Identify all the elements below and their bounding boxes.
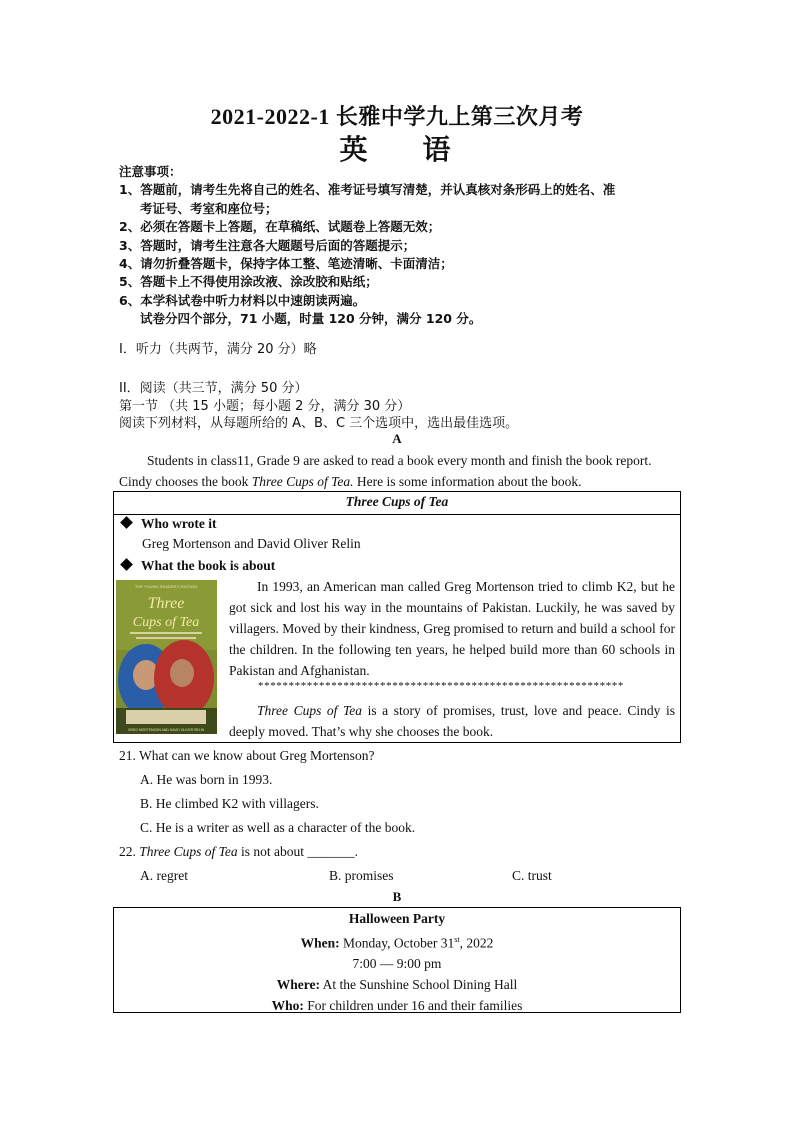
question-text: is not about _______.	[237, 844, 359, 859]
when-value: Monday, October 31	[339, 935, 455, 951]
ending-paragraph: is a story of promises, trust, love and peace. Cindy is deeply moved. That’s why she chooses the book.	[229, 703, 676, 739]
intro-text: Here is some information about the book.	[353, 474, 582, 489]
section-listening: I．听力（共两节，满分 20 分）略	[119, 342, 317, 357]
event-where	[114, 975, 680, 996]
passage-a-intro	[119, 450, 675, 492]
book-info-box	[113, 491, 681, 743]
story-text	[229, 576, 675, 681]
intro-text: Cindy chooses the book	[119, 474, 252, 489]
question-22-option-c: C. trust	[512, 868, 552, 883]
ending-text	[229, 700, 675, 742]
notes-heading: 注意事项：	[119, 164, 182, 179]
separator-stars: ************************************************************	[258, 680, 624, 692]
question-21-option-a: A. He was born in 1993.	[140, 772, 273, 787]
divider	[114, 514, 680, 515]
cover-title-1: Three	[147, 595, 185, 612]
about-heading	[122, 558, 275, 574]
authors-text: Greg Mortenson and David Oliver Relin	[142, 536, 361, 551]
exam-subject: 英 语	[339, 135, 455, 166]
diamond-bullet-icon	[120, 516, 133, 529]
cover-edition: THE YOUNG READER'S EDITION	[134, 584, 198, 589]
section-instruction: 阅读下列材料，从每题所给的 A、B、C 三个选项中，选出最佳选项。	[119, 416, 519, 431]
question-21-option-c: C. He is a writer as well as a character of the book.	[140, 820, 416, 835]
who-wrote-heading	[122, 516, 217, 532]
heading-text: What the book is about	[141, 558, 276, 573]
note-item: 4、请勿折叠答题卡，保持字体工整、笔迹清晰、卡面清洁；	[119, 256, 453, 272]
cover-authors: GREG MORTENSON AND DAVID OLIVER RELIN	[127, 728, 205, 732]
event-when	[114, 930, 680, 954]
passage-b-label: B	[392, 889, 402, 904]
book-cover-image	[116, 580, 217, 734]
book-title-inline: Three Cups of Tea	[257, 703, 363, 718]
who-label: Who:	[271, 997, 304, 1013]
where-value: At the Sunshine School Dining Hall	[320, 976, 518, 992]
when-label: When:	[300, 935, 340, 951]
book-box-title: Three Cups of Tea	[345, 494, 449, 509]
question-22-stem	[119, 844, 358, 860]
question-22-option-b: B. promises	[329, 868, 394, 883]
note-item: 6、本学科试卷中听力材料以中速朗读两遍。	[119, 292, 366, 308]
diamond-bullet-icon	[120, 558, 133, 571]
note-item: 考证号、考室和座位号；	[140, 200, 278, 216]
cover-title-2: Cups of Tea	[132, 615, 200, 630]
section-reading: II．阅读（共三节，满分 50 分）	[119, 381, 308, 396]
note-item: 5、答题卡上不得使用涂改液、涂改胶和贴纸；	[119, 274, 378, 290]
question-21-stem: 21. What can we know about Greg Mortenson?	[119, 748, 375, 763]
intro-line-2	[119, 474, 581, 489]
when-year: , 2022	[459, 935, 494, 951]
heading-text: Who wrote it	[141, 516, 217, 531]
passage-a-label: A	[392, 431, 402, 446]
story-paragraph: In 1993, an American man called Greg Mortenson tried to climb K2, but he got sick and lost his way in the mountains of Pakistan. Luckily, he was saved by villagers. Moved by their kindness, Greg promised to return and build a school for the children. In the following ten years, he helped build more than 60 schools in Pakistan and Afghanistan.	[229, 579, 675, 678]
section-part1: 第一节 （共 15 小题；每小题 2 分，满分 30 分）	[119, 399, 411, 414]
instructions-notes	[119, 163, 689, 329]
book-title-inline: Three Cups of Tea.	[251, 474, 354, 489]
intro-line: Students in class11, Grade 9 are asked to read a book every month and finish the book report.	[147, 453, 652, 468]
question-number: 22.	[119, 844, 140, 859]
date-suffix: st	[454, 934, 460, 944]
note-item: 2、必须在答题卡上答题，在草稿纸、试题卷上答题无效；	[119, 219, 441, 235]
event-who	[114, 996, 680, 1017]
question-22-option-a: A. regret	[140, 868, 188, 883]
halloween-title	[114, 909, 680, 930]
event-title: Halloween Party	[348, 911, 446, 926]
event-time: 7:00 — 9:00 pm	[352, 956, 442, 972]
where-label: Where:	[276, 976, 320, 992]
question-21-option-b: B. He climbed K2 with villagers.	[140, 796, 319, 811]
note-item: 3、答题时，请考生注意各大题题号后面的答题提示；	[119, 237, 416, 253]
note-item: 试卷分四个部分，71 小题，时量 120 分钟，满分 120 分。	[140, 311, 482, 327]
note-item: 1、答题前，请考生先将自己的姓名、准考证号填写清楚，并认真核对条形码上的姓名、准	[119, 182, 616, 198]
who-value: For children under 16 and their families	[303, 997, 523, 1013]
book-title-inline: Three Cups of Tea	[139, 844, 238, 859]
exam-title: 2021-2022-1 长雅中学九上第三次月考	[210, 104, 584, 129]
halloween-box	[113, 907, 681, 1013]
